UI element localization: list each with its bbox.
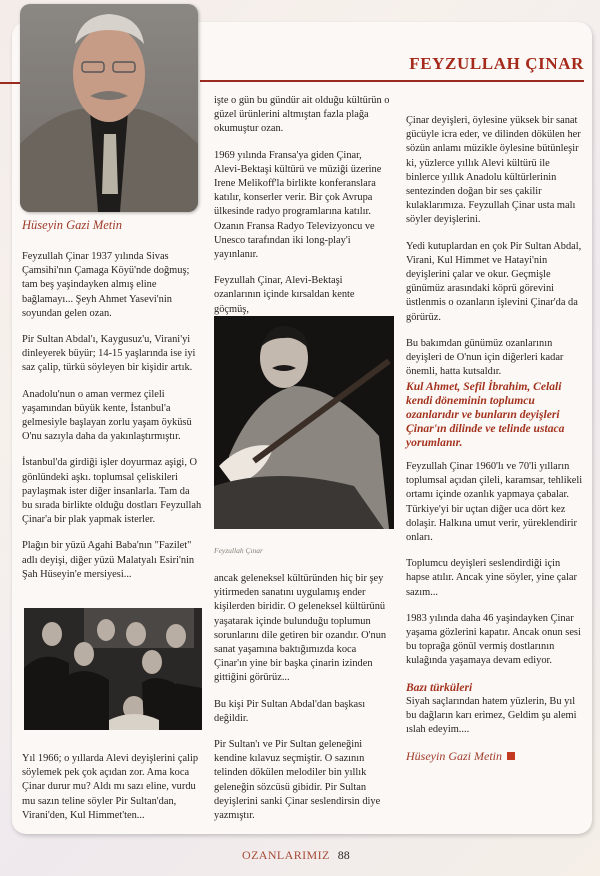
paragraph: ancak geleneksel kültüründen hiç bir şey yitirmeden sanatını uygulamış ender kişilerden biridir. O geleneksel kültürünü yaşatarak içinde bulunduğu toplumun sorunlarını dile getiren bir ozandır. O'nun sanat yaşamına baktığımızda koca Çinar'ın yine bir başka çinarin izinden gittiğini görürüz...: [214, 573, 387, 684]
article-title: FEYZULLAH ÇINAR: [409, 54, 584, 73]
paragraph: Yedi kutuplardan en çok Pir Sultan Abdal, Virani, Kul Himmet ve Hatayi'nin deyişlerini çalar ve okur. Geçmişle günümüz arasındaki köprü görevini üstlenmis o ozanların işlevini Çinar'da da görürüz.: [406, 240, 582, 323]
author-byline: Hüseyin Gazi Metin: [22, 218, 122, 232]
title-rule-left: [0, 82, 22, 84]
photo-caption: Feyzullah Çınar: [214, 546, 263, 555]
paragraph: İstanbul'da girdiği işler doyurmaz aşigi, O gönlündeki aşkı. toplumsal çeliskileri paylaşmak ister diğer insanlarla. Tam da bu sırada birlikte olduğu dostları Feyzullah Çinar'a bir plak yapmak isterler.: [22, 457, 202, 526]
author-portrait-photo: [20, 4, 198, 212]
paragraph: Plağın bir yüzü Agahi Baba'nın "Fazilet" adlı deyişi, diğer yüzü Malatyalı Esiri'nin Şah Hüseyin'e mersiyesi...: [22, 540, 195, 580]
songs-heading: Bazı türküleri: [406, 681, 473, 694]
paragraph: Bu kişi Pir Sultan Abdal'dan başkası değildir.: [214, 698, 366, 724]
author-signature: Hüseyin Gazi Metin: [406, 749, 502, 764]
saz-player-photo: [214, 316, 394, 529]
title-rule-right: [200, 80, 584, 82]
paragraph: Pir Sultan'ı ve Pir Sultan geleneğini kendine kılavuz seçmiştir. O sazının telinden dökülen melodiler bin yıllık geleneğin sözcüsü gibidir. Pir Sultan deyişlerini sanki Çinar seslendirsin diye yazmıştır.: [214, 739, 381, 822]
paragraph: Çinar deyişleri, öylesine yüksek bir sanat gücüyle icra eder, ve dilinden dökülen her sözün anlamı müzikle öylesine bütünleşir ki, yüzlerce yıllık Alevi kültürü ile binlerce yıllık Anadolu kültürlerinin sentezinden doğan bir ses çakilir kulaklarımıza. Feyzullah Çinar usta malı söyler deyişlerini.: [406, 115, 581, 226]
paragraph: Bu bakımdan günümüz ozanlarının deyişleri de O'nun için diğerleri kadar önemli, hatta kutsaldır.: [406, 337, 564, 378]
magazine-name: OZANLARIMIZ: [242, 848, 330, 862]
paragraph: Toplumcu deyişleri seslendirdiği için hapse atılır. Ancak yine söyler, yine çalar sazım...: [406, 558, 577, 598]
page-footer: [242, 848, 350, 863]
paragraph: Feyzullah Çinar 1960'lı ve 70'li yılların toplumsal açıdan çileli, karamsar, tehlikeli ortamı içinde ozanlık yapmaya çabalar. Türkiye'yi bir uçtan diğer uca dört kez dolaşir. Halkına umut verir, yüreklendirir onları.: [406, 461, 583, 544]
paragraph: Anadolu'nun o aman vermez çileli yaşamından büyük kente, İstanbul'a gelmesiyle başlayan zorlu yaşam öyküsü O'nu sazıyla daha da yakınlaştırmıştır.: [22, 388, 192, 443]
paragraph: 1983 yılında daha 46 yaşindayken Çinar yaşama gözlerini kapatır. Ancak onun sesi bu toprağa gönül vermiş dostlarının kulağında yaşamaya devam ediyor.: [406, 612, 581, 667]
column-3-bottom: [406, 460, 584, 766]
pull-quote: Kul Ahmet, Sefil İbrahim, Celali kendi döneminin toplumcu ozanlarıdır ve bunların deyişleri Çinar'ın dilinde ve telinde ustaca yorumlanır.: [406, 380, 565, 449]
column-1: [22, 250, 202, 594]
paragraph: Yıl 1966; o yıllarda Alevi deyişlerini çalip söylemek pek çok açıdan zor. Ama koca Çinar durur mu? Aldı mı sazı eline, vurdu mu sazın teline söyler Pir Sultan'dan, Virani'den, Kul Himmet'ten...: [22, 753, 199, 821]
paragraph: Pir Sultan Abdal'ı, Kaygusuz'u, Virani'yi dinleyerek büyür; 14-15 yaşlarında ise iyi saz çalip, türkü söyleyen bir kişidir artık.: [22, 334, 196, 374]
end-mark-icon: [507, 752, 515, 760]
group-photo: [24, 608, 202, 730]
column-1-bottom: [22, 752, 202, 835]
paragraph: Feyzullah Çinar 1937 yılında Sivas Çamsihi'nın Çamaga Köyü'nde doğmuş; tam beş yaşindayken almış eline bağlamayı... Şeyh Ahmet Yasevi'nin soyundan gelen ozan.: [22, 251, 190, 319]
paragraph: işte o gün bu gündür ait olduğu kültürün o güzel ürünlerini altmıştan fazla plağa okumuştur ozan.: [214, 95, 390, 135]
column-2-top: [214, 94, 390, 329]
column-2-bottom: [214, 572, 390, 835]
paragraph: Feyzullah Çinar, Alevi-Bektaşi ozanlarının içinde kırsaldan kente göçmüş,: [214, 275, 355, 315]
signature-line: [406, 749, 584, 765]
page-number: 88: [337, 848, 350, 862]
songs-text: Siyah saçlarından hatem yüzlerin, Bu yıl bu dağların karı erimez, Geldim şu alemi ıslah edeyim....: [406, 695, 577, 736]
column-3-top: [406, 114, 584, 391]
paragraph: 1969 yılında Fransa'ya giden Çinar, Alevi-Bektaşi kültürü ve müziği üzerine Irene Melikoff'la birlikte konferanslara katılır, konserler verir. Bir çok Avrupa ülkesinde radyo programlarına katılır. Ozanın Fransa Radyo Televizyoncu ve Unesco tarafından iki long-play'i yayınlanır.: [214, 149, 382, 261]
